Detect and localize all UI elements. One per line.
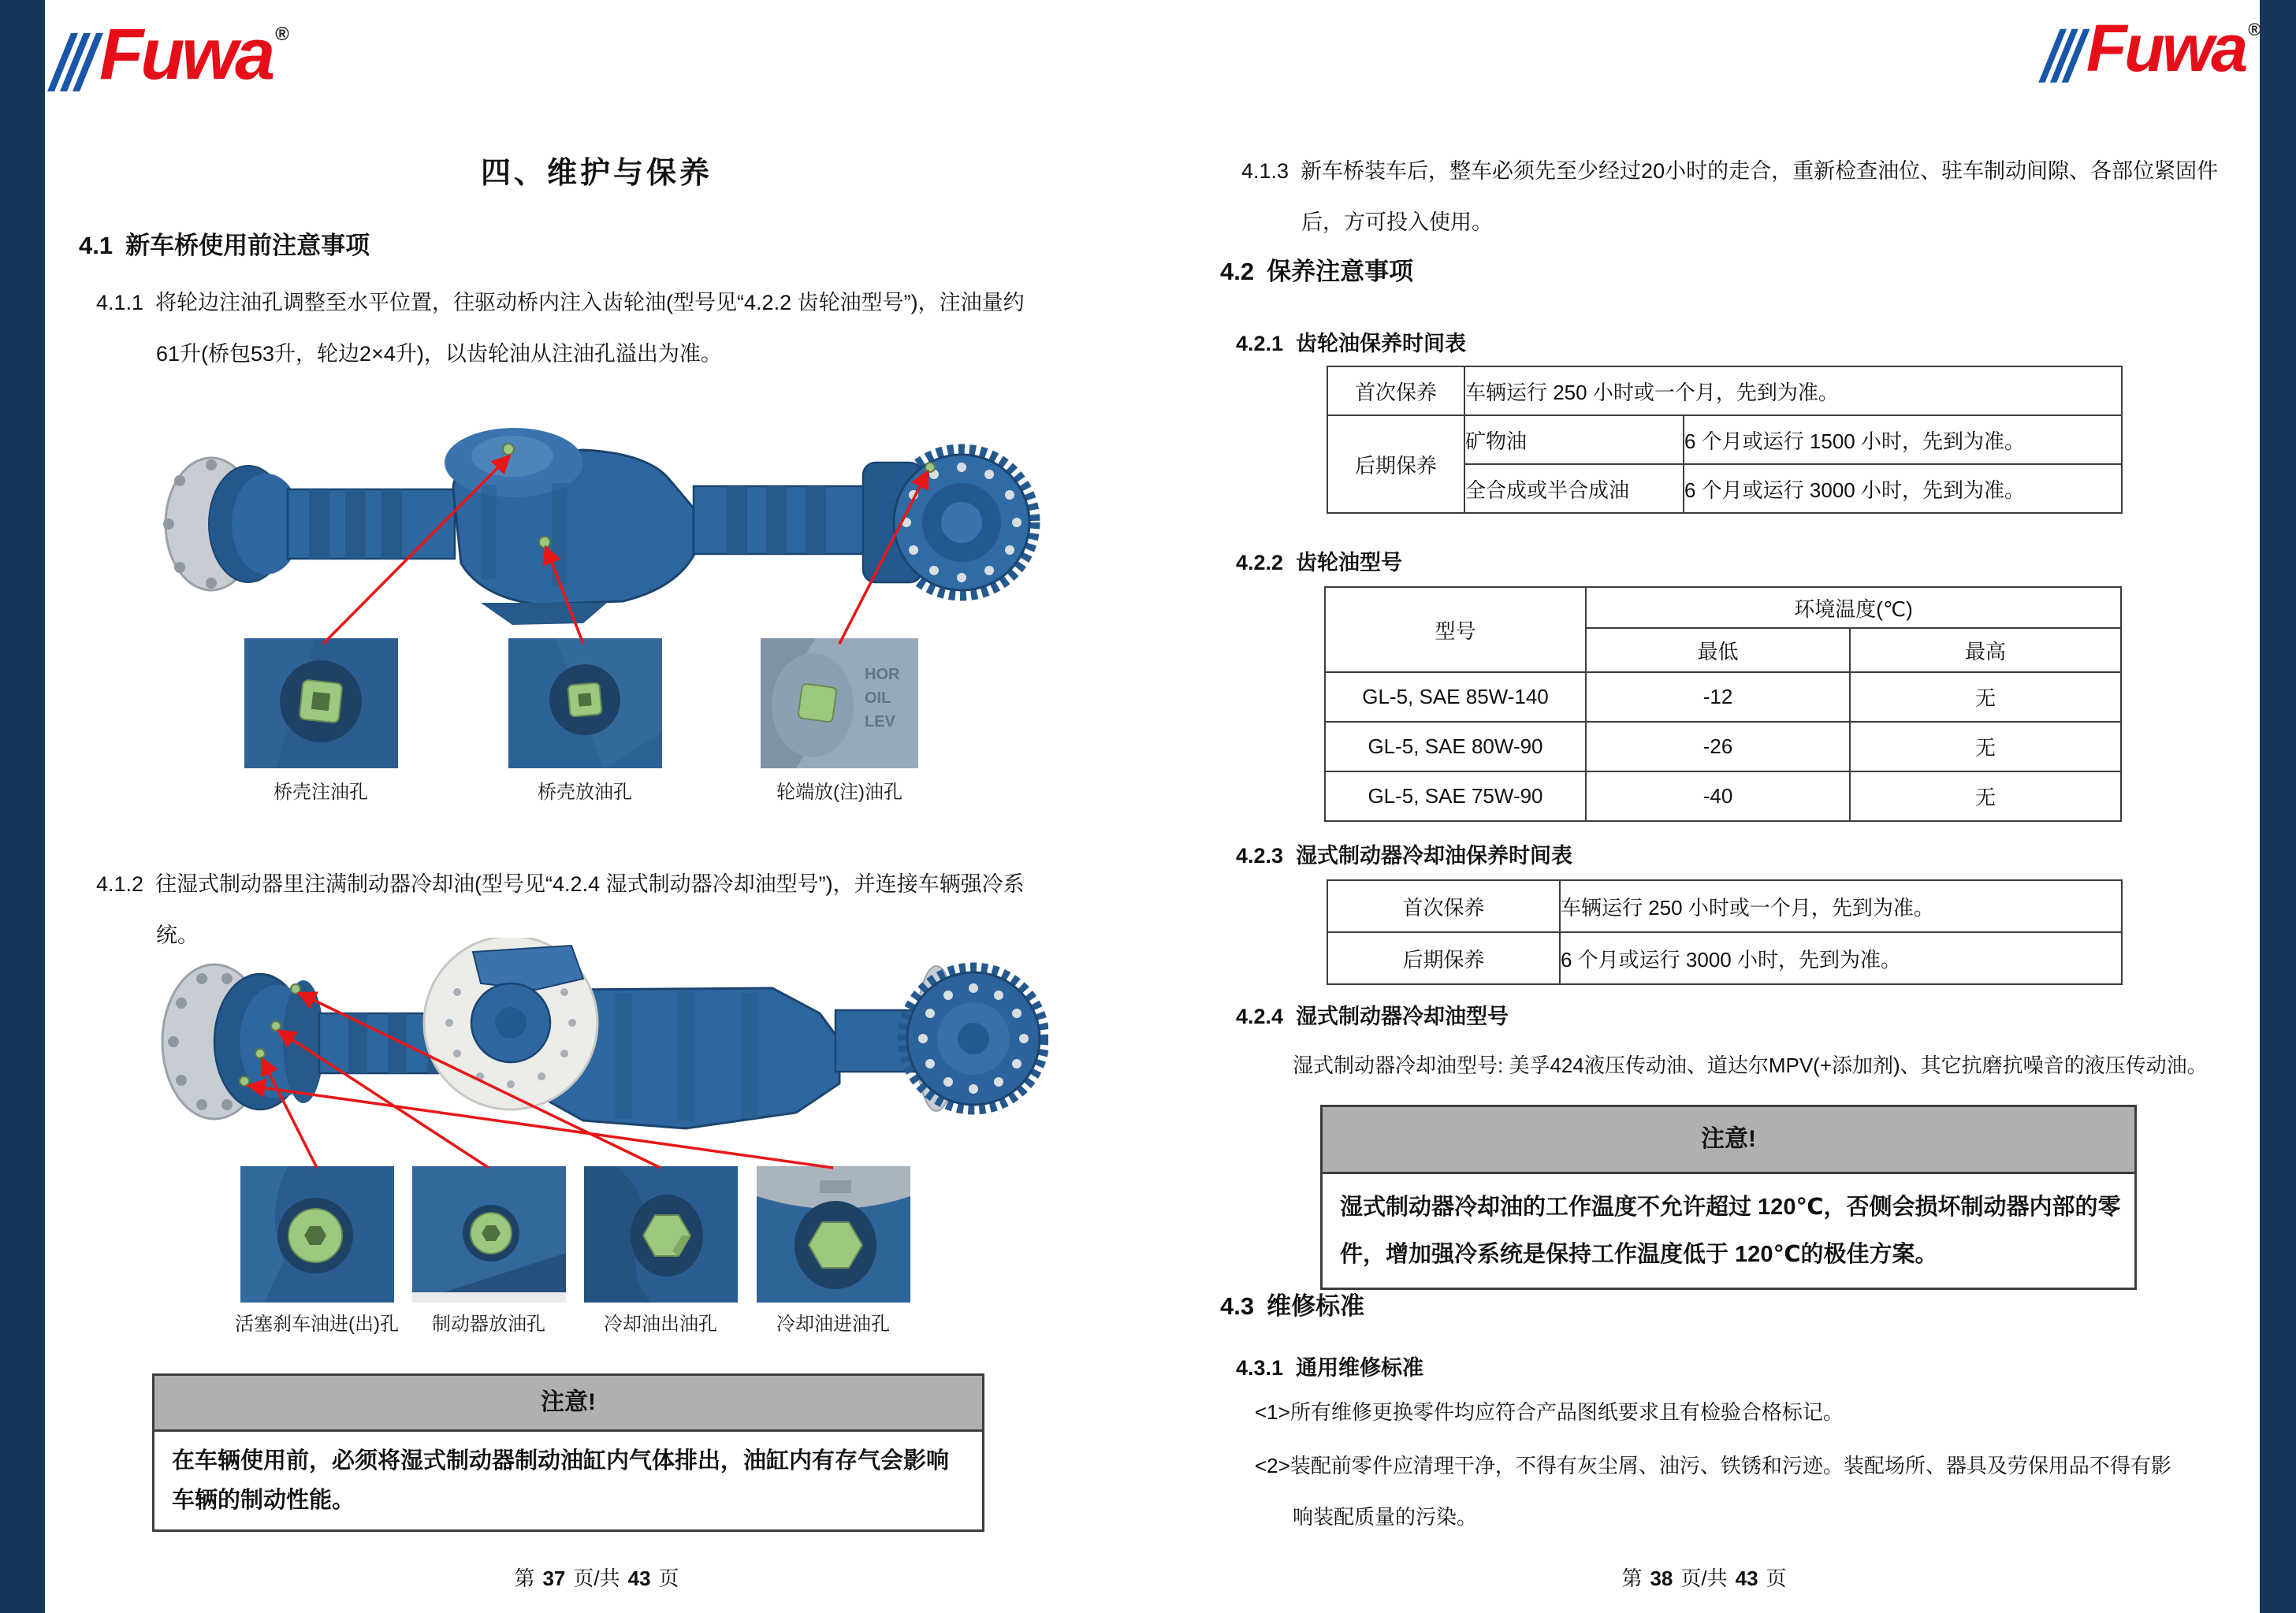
caution-box xyxy=(1320,1105,2137,1290)
chapter-title: 四、维护与保养 xyxy=(480,157,713,190)
paragraph-4-1-3 xyxy=(1241,146,2218,248)
section-title: 湿式制动器冷却油型号 xyxy=(1296,1005,1509,1028)
figure-caption: 桥壳放油孔 xyxy=(538,782,632,803)
emboss-text: LEV xyxy=(865,713,895,730)
item-number: 4.1.3 xyxy=(1241,159,1289,183)
logo-wordmark: Fuwa xyxy=(99,14,273,95)
paragraph-text: 统。 xyxy=(156,924,199,947)
figure-caption: 活塞刹车油进(出)孔 xyxy=(235,1314,399,1335)
caution-header: 注意! xyxy=(154,1376,982,1432)
section-title: 通用维修标准 xyxy=(1296,1356,1424,1380)
logo-wordmark: Fuwa xyxy=(2086,11,2246,86)
table-cell: 车辆运行 250 小时或一个月，先到为准。 xyxy=(1464,366,2122,415)
paragraph-text: 将轮边注油孔调整至水平位置，往驱动桥内注入齿轮油(型号见“4.2.2 齿轮油型号”)，注油量约 xyxy=(155,291,1025,314)
section-number: 4.2.4 xyxy=(1236,1005,1284,1028)
section-title: 齿轮油保养时间表 xyxy=(1296,332,1467,355)
section-4-2-1-heading xyxy=(1236,321,1466,366)
list-item-1 xyxy=(1255,1387,1844,1438)
table-cell: 后期保养 xyxy=(1327,932,1560,984)
section-number: 4.3.1 xyxy=(1236,1356,1284,1380)
section-4-3-1-heading xyxy=(1236,1346,1423,1390)
item-number: 4.1.2 xyxy=(96,872,144,896)
section-4-2-heading xyxy=(1220,248,1413,295)
section-number: 4.2.1 xyxy=(1236,332,1284,355)
emboss-text: OIL xyxy=(865,689,891,707)
figure-caption: 冷却油进油孔 xyxy=(776,1314,890,1335)
total-pages: 43 xyxy=(627,1567,651,1590)
section-4-2-3-heading xyxy=(1236,834,1572,878)
caution-text: 在车辆使用前，必须将湿式制动器制动油缸内气体排出，油缸内有存气会影响 xyxy=(172,1448,950,1474)
table-cell: -40 xyxy=(1586,771,1850,821)
section-number: 4.2.2 xyxy=(1236,551,1284,574)
table-cell: 后期保养 xyxy=(1327,415,1464,513)
section-number: 4.1 xyxy=(79,232,113,259)
table-cell: GL-5, SAE 85W-140 xyxy=(1325,672,1586,722)
emboss-text: HOR xyxy=(865,666,900,683)
table-cell: GL-5, SAE 80W-90 xyxy=(1325,722,1586,771)
footer-text: 页/共 xyxy=(1680,1567,1728,1590)
table-header-cell: 环境温度(℃) xyxy=(1586,587,2121,628)
table-cell: -12 xyxy=(1586,672,1850,722)
section-title: 新车桥使用前注意事项 xyxy=(125,232,370,259)
paragraph-text: 响装配质量的污染。 xyxy=(1293,1505,1478,1529)
figure-caption: 冷却油出油孔 xyxy=(604,1314,717,1335)
table-cell: GL-5, SAE 75W-90 xyxy=(1325,771,1586,821)
table-cell: 6 个月或运行 3000 小时，先到为准。 xyxy=(1684,464,2122,513)
page-number: 38 xyxy=(1650,1567,1673,1590)
section-number: 4.2 xyxy=(1220,258,1255,285)
table-header-cell: 最低 xyxy=(1586,628,1850,672)
section-title: 齿轮油型号 xyxy=(1296,551,1403,574)
paragraph-text: 后，方可投入使用。 xyxy=(1301,210,1493,234)
paragraph-text: <2>装配前零件应清理干净，不得有灰尘屑、油污、铁锈和污迹。装配场所、器具及劳保用品不得有影 xyxy=(1255,1454,2171,1477)
table-cell: -26 xyxy=(1586,722,1850,771)
footer-text: 页/共 xyxy=(573,1567,620,1590)
table-cell: 矿物油 xyxy=(1464,415,1684,464)
caution-text: 件，增加强冷系统是保持工作温度低于 120℃的极佳方案。 xyxy=(1340,1242,1938,1267)
page-footer xyxy=(1152,1559,2256,1598)
section-title: 维修标准 xyxy=(1267,1292,1365,1320)
section-number: 4.3 xyxy=(1220,1292,1255,1320)
figure-caption: 制动器放油孔 xyxy=(432,1314,545,1335)
paragraph-text: 61升(桥包53升，轮边2×4升)，以齿轮油从注油孔溢出为准。 xyxy=(156,342,722,366)
table-header-cell: 型号 xyxy=(1325,587,1586,672)
fuwa-logo xyxy=(2049,11,2261,86)
total-pages: 43 xyxy=(1735,1567,1758,1590)
table-cell: 首次保养 xyxy=(1327,880,1560,932)
section-title: 保养注意事项 xyxy=(1267,258,1414,285)
table-cell: 全合成或半合成油 xyxy=(1464,464,1684,513)
figure-caption: 轮端放(注)油孔 xyxy=(776,782,902,803)
footer-text: 第 xyxy=(1621,1567,1643,1590)
paragraph-text: 往湿式制动器里注满制动器冷却油(型号见“4.2.4 湿式制动器冷却油型号”)，并连接车辆强冷系 xyxy=(155,872,1025,896)
table-cell: 6 个月或运行 1500 小时，先到为准。 xyxy=(1684,415,2122,464)
gear-oil-grade-table xyxy=(1324,586,2122,822)
registered-mark: ® xyxy=(275,24,289,45)
section-4-2-4-heading xyxy=(1236,994,1509,1039)
figure-caption: 桥壳注油孔 xyxy=(274,782,368,803)
coolant-schedule-table xyxy=(1327,879,2123,985)
table-cell: 6 个月或运行 3000 小时，先到为准。 xyxy=(1560,932,2122,984)
section-title: 湿式制动器冷却油保养时间表 xyxy=(1296,844,1573,868)
paragraph-text: 湿式制动器冷却油型号: 美孚424液压传动油、道达尔MPV(+添加剂)、其它抗磨抗噪音的液压传动油。 xyxy=(1293,1054,2208,1077)
table-cell: 无 xyxy=(1850,722,2121,771)
gear-oil-schedule-table xyxy=(1327,366,2123,514)
list-item-2 xyxy=(1255,1440,2171,1543)
caution-header: 注意! xyxy=(1323,1107,2134,1174)
section-number: 4.2.3 xyxy=(1236,844,1284,868)
table-cell: 车辆运行 250 小时或一个月，先到为准。 xyxy=(1560,880,2122,932)
section-4-3-heading xyxy=(1220,1283,1364,1330)
table-cell: 无 xyxy=(1850,771,2121,821)
paragraph-4-2-4 xyxy=(1293,1040,2208,1091)
page-number: 37 xyxy=(542,1567,566,1590)
paragraph-text: <1>所有维修更换零件均应符合产品图纸要求且有检验合格标记。 xyxy=(1255,1400,1844,1424)
table-header-cell: 最高 xyxy=(1850,628,2121,672)
table-cell: 无 xyxy=(1850,672,2121,722)
caution-body xyxy=(1323,1174,2134,1288)
caution-text: 车辆的制动性能。 xyxy=(172,1488,355,1513)
logo-stripes-icon xyxy=(2038,29,2089,83)
footer-text: 第 xyxy=(514,1567,535,1590)
footer-text: 页 xyxy=(658,1567,679,1590)
paragraph-text: 新车桥装车后，整车必须先至少经过20小时的走合，重新检查油位、驻车制动间隙、各部位紧固件 xyxy=(1301,159,2219,183)
section-4-2-2-heading xyxy=(1236,541,1402,585)
item-number: 4.1.1 xyxy=(96,291,144,314)
footer-text: 页 xyxy=(1766,1567,1787,1590)
registered-mark: ® xyxy=(2248,20,2261,40)
caution-text: 湿式制动器冷却油的工作温度不允许超过 120℃，否侧会损坏制动器内部的零 xyxy=(1340,1195,2121,1220)
table-cell: 首次保养 xyxy=(1327,366,1464,415)
